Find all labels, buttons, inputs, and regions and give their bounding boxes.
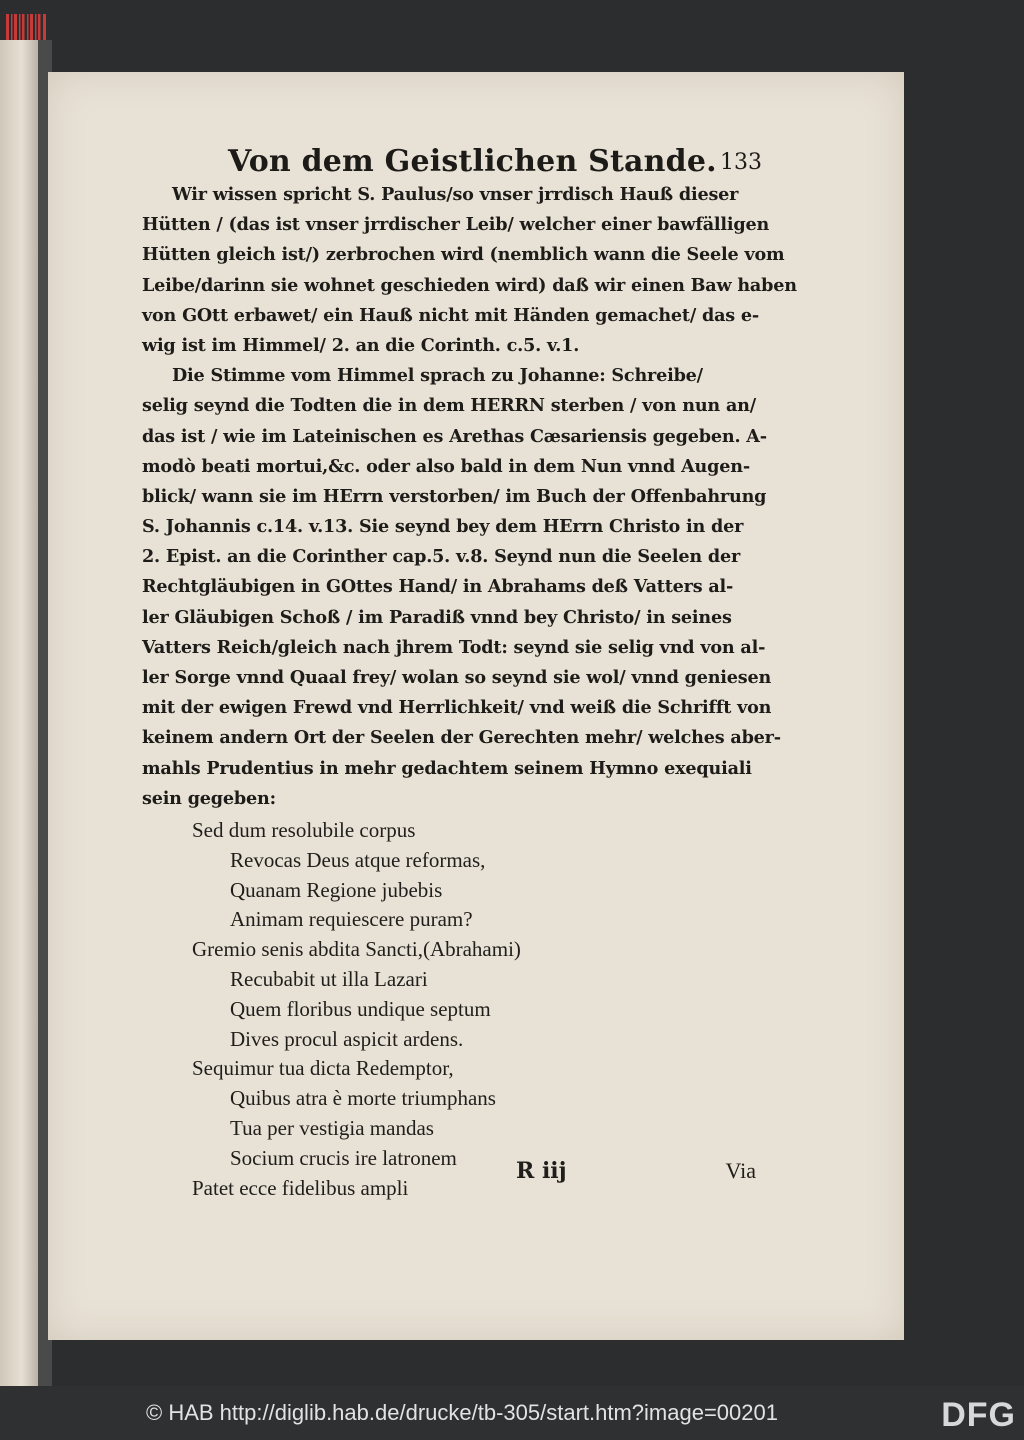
text-line: keinem andern Ort der Seelen der Gerechten mehr/ welches aber-	[142, 727, 781, 749]
text-line: Hütten gleich ist/) zerbrochen wird (nemblich wann die Seele vom	[142, 244, 785, 266]
text-line: Wir wissen spricht S. Paulus/so vnser jrrdisch Hauß dieser	[172, 184, 739, 205]
hymn-verses	[192, 816, 622, 1203]
text-line: mit der ewigen Frewd vnd Herrlichkeit/ vnd weiß die Schrifft von	[142, 697, 772, 719]
barcode-icon	[6, 14, 48, 40]
verse-line: Socium crucis ire latronem	[230, 1145, 457, 1170]
verse-line: Quanam Regione jubebis	[230, 877, 443, 902]
text-line: ler Sorge vnnd Quaal frey/ wolan so seynd sie wol/ vnnd geniesen	[142, 667, 772, 688]
page-number: 133	[720, 150, 762, 175]
text-line: Die Stimme vom Himmel sprach zu Johanne: Schreibe/	[172, 365, 703, 387]
signature-mark: R iij	[516, 1158, 567, 1184]
text-line: 2. Epist. an die Corinther cap.5. v.8. Seynd nun die Seelen der	[142, 546, 741, 568]
verse-line: Gremio senis abdita Sancti,(Abrahami)	[192, 937, 521, 962]
verse-line: Patet ecce fidelibus ampli	[192, 1175, 409, 1200]
text-line: blick/ wann sie im HErrn verstorben/ im Buch der Offenbahrung	[142, 485, 767, 507]
body-text	[142, 180, 797, 814]
verse-line: Animam requiescere puram?	[230, 907, 473, 932]
text-line: Leibe/darinn sie wohnet geschieden wird) daß wir einen Baw haben	[142, 274, 797, 296]
text-line: modò beati mortui,&c. oder also bald in dem Nun vnnd Augen-	[142, 455, 750, 477]
text-line: von GOtt erbawet/ ein Hauß nicht mit Händen gemachet/ das e-	[142, 304, 760, 326]
catchword: Via	[725, 1158, 756, 1183]
running-head: Von dem Geistlichen Stande.	[228, 144, 717, 179]
verse-line: Quem floribus undique septum	[230, 996, 491, 1021]
text-line: ler Gläubigen Schoß / im Paradiß vnnd bey Christo/ in seines	[142, 606, 732, 628]
page-header	[228, 144, 762, 184]
text-line: sein gegeben:	[142, 787, 276, 809]
text-line: Hütten / (das ist vnser jrrdischer Leib/ welcher einer bawfälligen	[142, 214, 770, 236]
text-line: wig ist im Himmel/ 2. an die Corinth. c.5. v.1.	[142, 334, 580, 356]
text-line: S. Johannis c.14. v.13. Sie seynd bey dem HErrn Christo in der	[142, 516, 744, 538]
verse-line: Sequimur tua dicta Redemptor,	[192, 1056, 454, 1081]
verse-line: Quibus atra è morte triumphans	[230, 1086, 496, 1111]
text-line: Rechtgläubigen in GOttes Hand/ in Abrahams deß Vatters al-	[142, 576, 734, 598]
verse-line: Sed dum resolubile corpus	[192, 818, 416, 842]
verse-line: Tua per vestigia mandas	[230, 1115, 434, 1140]
text-line: mahls Prudentius in mehr gedachtem seinem Hymno exequiali	[142, 757, 752, 779]
copyright-notice: © HAB http://diglib.hab.de/drucke/tb-305/start.htm?image=00201	[146, 1400, 778, 1425]
verse-line: Recubabit ut illa Lazari	[230, 966, 428, 991]
text-line: Vatters Reich/gleich nach jhrem Todt: seynd sie selig vnd von al-	[142, 636, 766, 658]
verse-line: Revocas Deus atque reformas,	[230, 847, 486, 872]
text-line: das ist / wie im Lateinischen es Arethas Cæsariensis gegeben. A-	[142, 425, 767, 447]
dfg-logo: DFG	[941, 1396, 1016, 1434]
verse-line: Dives procul aspicit ardens.	[230, 1026, 464, 1051]
book-page	[48, 72, 904, 1340]
text-line: selig seynd die Todten die in dem HERRN sterben / von nun an/	[142, 395, 756, 417]
page-footer	[516, 1158, 756, 1192]
